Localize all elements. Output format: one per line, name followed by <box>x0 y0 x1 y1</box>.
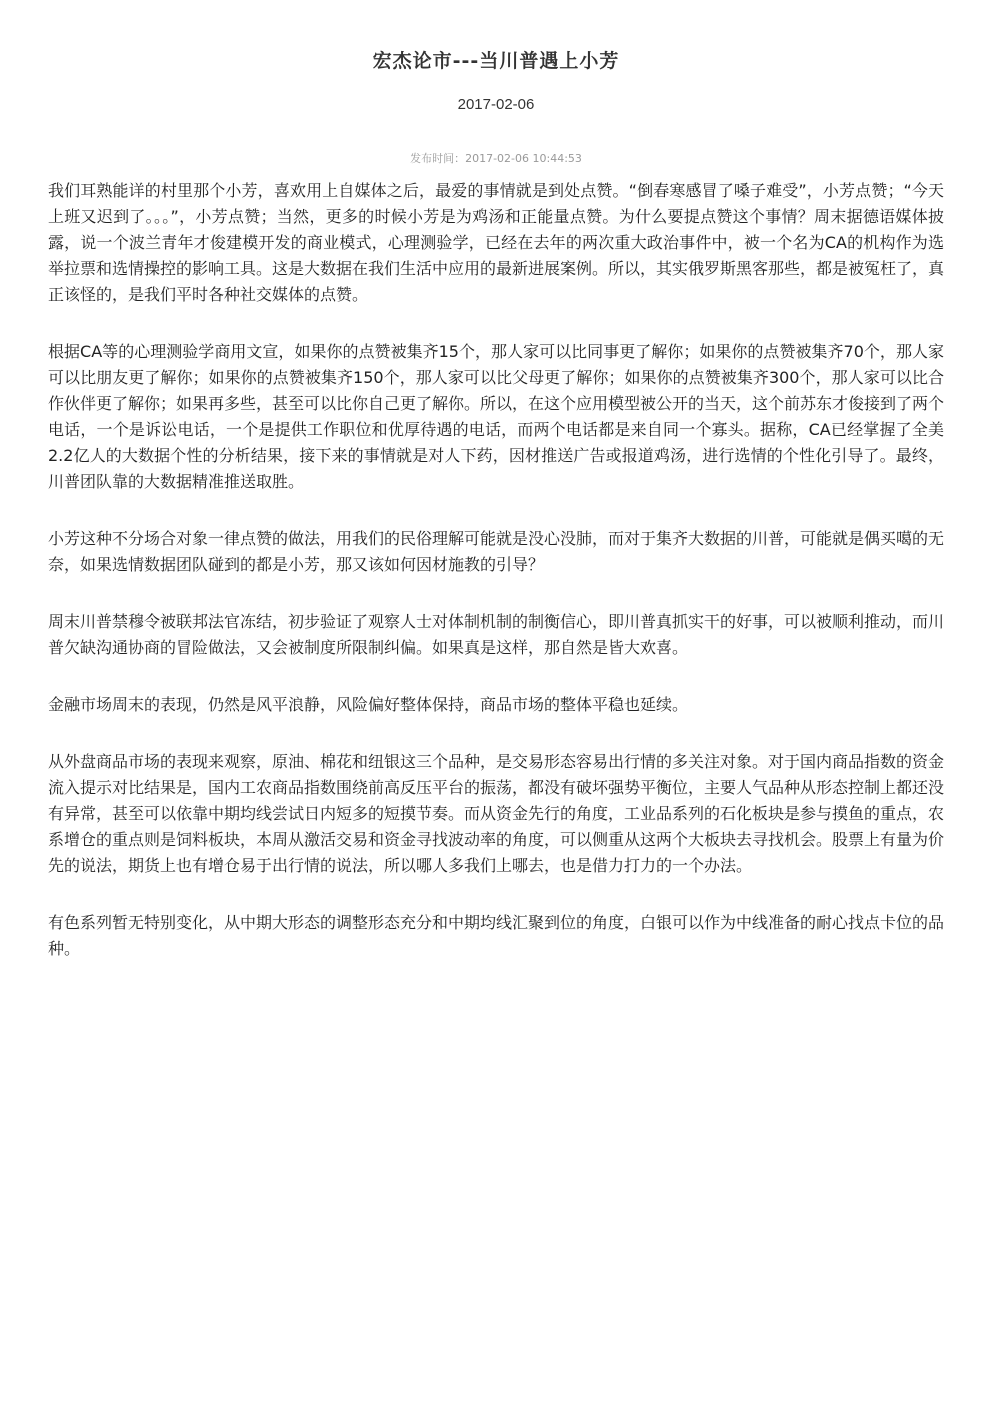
paragraph-2: 根据CA等的心理测验学商用文宣，如果你的点赞被集齐15个，那人家可以比同事更了解你；如果你的点赞被集齐70个，那人家可以比朋友更了解你；如果你的点赞被集齐150个，那人家可以比父母更了解你；如果你的点赞被集齐300个，那人家可以比合作伙伴更了解你；如果再多些，甚至可以比你自己更了解你。所以，在这个应用模型被公开的当天，这个前苏东才俊接到了两个电话，一个是诉讼电话，一个是提供工作职位和优厚待遇的电话，而两个电话都是来自同一个寡头。据称，CA已经掌握了全美2.2亿人的大数据个性的分析结果，接下来的事情就是对人下药，因材推送广告或报道鸡汤，进行选情的个性化引导了。最终，川普团队靠的大数据精准推送取胜。 <box>48 342 945 491</box>
publish-time-line <box>0 150 992 166</box>
publish-time-label: 发布时间： <box>410 152 466 165</box>
article-title: 宏杰论市---当川普遇上小芳 <box>372 50 620 72</box>
paragraph-3: 小芳这种不分场合对象一律点赞的做法，用我们的民俗理解可能就是没心没肺，而对于集齐大数据的川普，可能就是偶买噶的无奈，如果选情数据团队碰到的都是小芳，那又该如何因材施教的引导？ <box>48 529 945 574</box>
paragraph-1: 我们耳熟能详的村里那个小芳，喜欢用上自媒体之后，最爱的事情就是到处点赞。“倒春寒感冒了嗓子难受”，小芳点赞；“今天上班又迟到了。。。”，小芳点赞；当然，更多的时候小芳是为鸡汤和正能量点赞。为什么要提点赞这个事情？周末据德语媒体披露，说一个波兰青年才俊建模开发的商业模式，心理测验学，已经在去年的两次重大政治事件中，被一个名为CA的机构作为选举拉票和选情操控的影响工具。这是大数据在我们生活中应用的最新进展案例。所以，其实俄罗斯黑客那些，都是被冤枉了，真正该怪的，是我们平时各种社交媒体的点赞。 <box>48 181 945 304</box>
paragraph-4: 周末川普禁穆令被联邦法官冻结，初步验证了观察人士对体制机制的制衡信心，即川普真抓实干的好事，可以被顺利推动，而川普欠缺沟通协商的冒险做法，又会被制度所限制纠偏。如果真是这样，那自然是皆大欢喜。 <box>48 612 945 657</box>
paragraph-5: 金融市场周末的表现，仍然是风平浪静，风险偏好整体保持，商品市场的整体平稳也延续。 <box>48 695 689 714</box>
paragraph-6: 从外盘商品市场的表现来观察，原油、棉花和纽银这三个品种，是交易形态容易出行情的多关注对象。对于国内商品指数的资金流入提示对比结果是，国内工农商品指数围绕前高反压平台的振荡，都没有破坏强势平衡位，主要人气品种从形态控制上都还没有异常，甚至可以依靠中期均线尝试日内短多的短摸节奏。而从资金先行的角度，工业品系列的石化板块是参与摸鱼的重点，农系增仓的重点则是饲料板块，本周从激活交易和资金寻找波动率的角度，可以侧重从这两个大板块去寻找机会。股票上有量为价先的说法，期货上也有增仓易于出行情的说法，所以哪人多我们上哪去，也是借力打力的一个办法。 <box>48 752 945 875</box>
paragraph-7: 有色系列暂无特别变化，从中期大形态的调整形态充分和中期均线汇聚到位的角度，白银可以作为中线准备的耐心找点卡位的品种。 <box>48 913 945 958</box>
publish-time-value: 2017-02-06 10:44:53 <box>465 152 582 165</box>
article-date: 2017-02-06 <box>457 96 535 113</box>
article-body <box>48 178 944 993</box>
